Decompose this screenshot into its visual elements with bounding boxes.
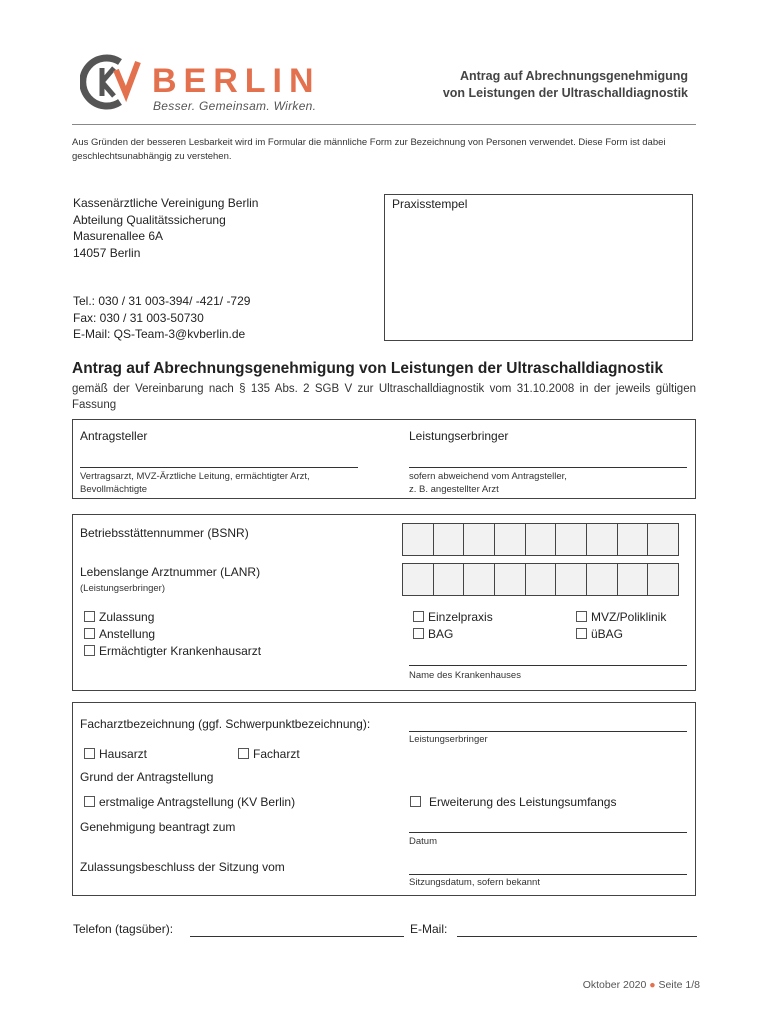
logo-slogan: Besser. Gemeinsam. Wirken. bbox=[153, 99, 317, 113]
checkbox-icon[interactable] bbox=[238, 748, 249, 759]
antragsteller-hint bbox=[80, 470, 310, 496]
checkbox-label: Anstellung bbox=[99, 627, 156, 641]
checkbox-icon[interactable] bbox=[413, 628, 424, 639]
checkbox-anstellung[interactable] bbox=[84, 627, 155, 641]
checkbox-ubag[interactable] bbox=[576, 627, 623, 641]
checkbox-bag[interactable] bbox=[413, 627, 453, 641]
lanr-digit-box[interactable] bbox=[403, 564, 434, 595]
lanr-digit-box[interactable] bbox=[648, 564, 678, 595]
leistungserbringer-input[interactable] bbox=[409, 467, 687, 468]
checkbox-erstmalig[interactable] bbox=[84, 795, 295, 809]
lanr-label: Lebenslange Arztnummer (LANR) bbox=[80, 565, 261, 579]
lanr-digit-box[interactable] bbox=[587, 564, 618, 595]
checkbox-ermaechtigter[interactable] bbox=[84, 644, 261, 658]
grund-label: Grund der Antragstellung bbox=[80, 770, 214, 784]
checkbox-icon[interactable] bbox=[413, 611, 424, 622]
lanr-input-grid[interactable] bbox=[402, 563, 679, 596]
telefon-label: Telefon (tagsüber): bbox=[73, 922, 174, 936]
address-block bbox=[73, 195, 258, 261]
bsnr-digit-box[interactable] bbox=[464, 524, 495, 555]
zulassungsbeschluss-label: Zulassungsbeschluss der Sitzung vom bbox=[80, 860, 285, 874]
checkbox-zulassung[interactable] bbox=[84, 610, 154, 624]
bsnr-input-grid[interactable] bbox=[402, 523, 679, 556]
leistungserbringer-hint-line: z. B. angestellter Arzt bbox=[409, 484, 499, 495]
lanr-digit-box[interactable] bbox=[464, 564, 495, 595]
bsnr-digit-box[interactable] bbox=[526, 524, 557, 555]
header-divider bbox=[72, 124, 696, 125]
checkbox-icon[interactable] bbox=[410, 796, 421, 807]
contact-tel: Tel.: 030 / 31 003-394/ -421/ -729 bbox=[73, 294, 251, 308]
checkbox-label: Einzelpraxis bbox=[428, 610, 493, 624]
bsnr-digit-box[interactable] bbox=[495, 524, 526, 555]
header-title-line2: von Leistungen der Ultraschalldiagnostik bbox=[442, 86, 688, 100]
header-title-line1: Antrag auf Abrechnungsgenehmigung bbox=[459, 69, 688, 83]
address-line: Abteilung Qualitätssicherung bbox=[73, 212, 226, 227]
checkbox-label: Facharzt bbox=[253, 747, 300, 761]
antragsteller-label: Antragsteller bbox=[80, 429, 148, 443]
lanr-digit-box[interactable] bbox=[618, 564, 649, 595]
checkbox-einzelpraxis[interactable] bbox=[413, 610, 493, 624]
leistungserbringer-hint-line: sofern abweichend vom Antragsteller, bbox=[409, 471, 567, 482]
gender-notice: Aus Gründen der besseren Lesbarkeit wird im Formular die männliche Form zur Bezeichnung von Personen verwendet. Diese Form ist dabei geschlechtsunabhängig zu verstehen. bbox=[72, 137, 666, 162]
facharzt-hint: Leistungserbringer bbox=[409, 734, 488, 745]
checkbox-label: Zulassung bbox=[99, 610, 155, 624]
bsnr-digit-box[interactable] bbox=[618, 524, 649, 555]
checkbox-icon[interactable] bbox=[84, 796, 95, 807]
lanr-hint: (Leistungserbringer) bbox=[80, 583, 166, 594]
checkbox-hausarzt[interactable] bbox=[84, 747, 147, 761]
checkbox-label: üBAG bbox=[591, 627, 624, 641]
checkbox-label: erstmalige Antragstellung (KV Berlin) bbox=[99, 795, 296, 809]
checkbox-label: BAG bbox=[428, 627, 454, 641]
address-line: 14057 Berlin bbox=[73, 245, 141, 260]
contact-email: E-Mail: QS-Team-3@kvberlin.de bbox=[73, 327, 246, 341]
sitzung-hint: Sitzungsdatum, sofern bekannt bbox=[409, 877, 540, 888]
facharzt-input[interactable] bbox=[409, 731, 687, 732]
page-title: Antrag auf Abrechnungsgenehmigung von Leistungen der Ultraschalldiagnostik bbox=[72, 360, 664, 377]
facharzt-label: Facharztbezeichnung (ggf. Schwerpunktbezeichnung): bbox=[80, 717, 371, 731]
checkbox-label: MVZ/Poliklinik bbox=[591, 610, 667, 624]
checkbox-mvz[interactable] bbox=[576, 610, 666, 624]
leistungserbringer-hint bbox=[409, 470, 567, 496]
datum-hint: Datum bbox=[409, 836, 437, 847]
bullet-icon: ● bbox=[649, 979, 656, 991]
praxisstempel-label: Praxisstempel bbox=[392, 197, 468, 211]
bsnr-digit-box[interactable] bbox=[434, 524, 465, 555]
checkbox-label: Erweiterung des Leistungsumfangs bbox=[429, 795, 617, 809]
checkbox-erweiterung[interactable] bbox=[410, 795, 616, 809]
antragsteller-hint-line: Vertragsarzt, MVZ-Ärztliche Leitung, ermächtigter Arzt, bbox=[80, 471, 310, 482]
checkbox-icon[interactable] bbox=[576, 628, 587, 639]
lanr-digit-box[interactable] bbox=[526, 564, 557, 595]
praxisstempel-box[interactable] bbox=[384, 194, 693, 341]
kv-logo-icon bbox=[80, 54, 142, 110]
sitzung-datum-input[interactable] bbox=[409, 874, 687, 875]
genehmigung-datum-input[interactable] bbox=[409, 832, 687, 833]
footer-page-number: Seite 1/8 bbox=[658, 979, 700, 991]
checkbox-label: Ermächtigter Krankenhausarzt bbox=[99, 644, 262, 658]
leistungserbringer-label: Leistungserbringer bbox=[409, 429, 509, 443]
telefon-input[interactable] bbox=[190, 936, 404, 937]
email-input[interactable] bbox=[457, 936, 697, 937]
address-line: Masurenallee 6A bbox=[73, 229, 164, 243]
checkbox-icon[interactable] bbox=[84, 645, 95, 656]
antragsteller-hint-line: Bevollmächtigte bbox=[80, 484, 148, 495]
email-label: E-Mail: bbox=[410, 922, 448, 936]
bsnr-digit-box[interactable] bbox=[403, 524, 434, 555]
address-line: Kassenärztliche Vereinigung Berlin bbox=[73, 196, 259, 210]
page-footer bbox=[583, 979, 700, 991]
checkbox-icon[interactable] bbox=[84, 628, 95, 639]
bsnr-label: Betriebsstättennummer (BSNR) bbox=[80, 526, 249, 540]
checkbox-icon[interactable] bbox=[576, 611, 587, 622]
antragsteller-input[interactable] bbox=[80, 467, 358, 468]
bsnr-digit-box[interactable] bbox=[587, 524, 618, 555]
footer-date: Oktober 2020 bbox=[582, 979, 647, 991]
lanr-digit-box[interactable] bbox=[556, 564, 587, 595]
krankenhaus-input[interactable] bbox=[409, 665, 687, 666]
genehmigung-label: Genehmigung beantragt zum bbox=[80, 820, 236, 834]
checkbox-icon[interactable] bbox=[84, 611, 95, 622]
bsnr-digit-box[interactable] bbox=[556, 524, 587, 555]
contact-block bbox=[73, 293, 250, 343]
logo-wordmark: BERLIN bbox=[152, 62, 321, 100]
lanr-digit-box[interactable] bbox=[495, 564, 526, 595]
page-subtitle: gemäß der Vereinbarung nach § 135 Abs. 2 SGB V zur Ultraschalldiagnostik vom 31.10.2008 in der jeweils gültigen Fassung bbox=[72, 383, 696, 411]
header-title bbox=[443, 68, 688, 102]
bsnr-digit-box[interactable] bbox=[648, 524, 678, 555]
checkbox-facharzt[interactable] bbox=[238, 747, 300, 761]
checkbox-label: Hausarzt bbox=[99, 747, 148, 761]
krankenhaus-hint: Name des Krankenhauses bbox=[409, 670, 521, 681]
lanr-digit-box[interactable] bbox=[434, 564, 465, 595]
checkbox-icon[interactable] bbox=[84, 748, 95, 759]
contact-fax: Fax: 030 / 31 003-50730 bbox=[73, 310, 204, 325]
